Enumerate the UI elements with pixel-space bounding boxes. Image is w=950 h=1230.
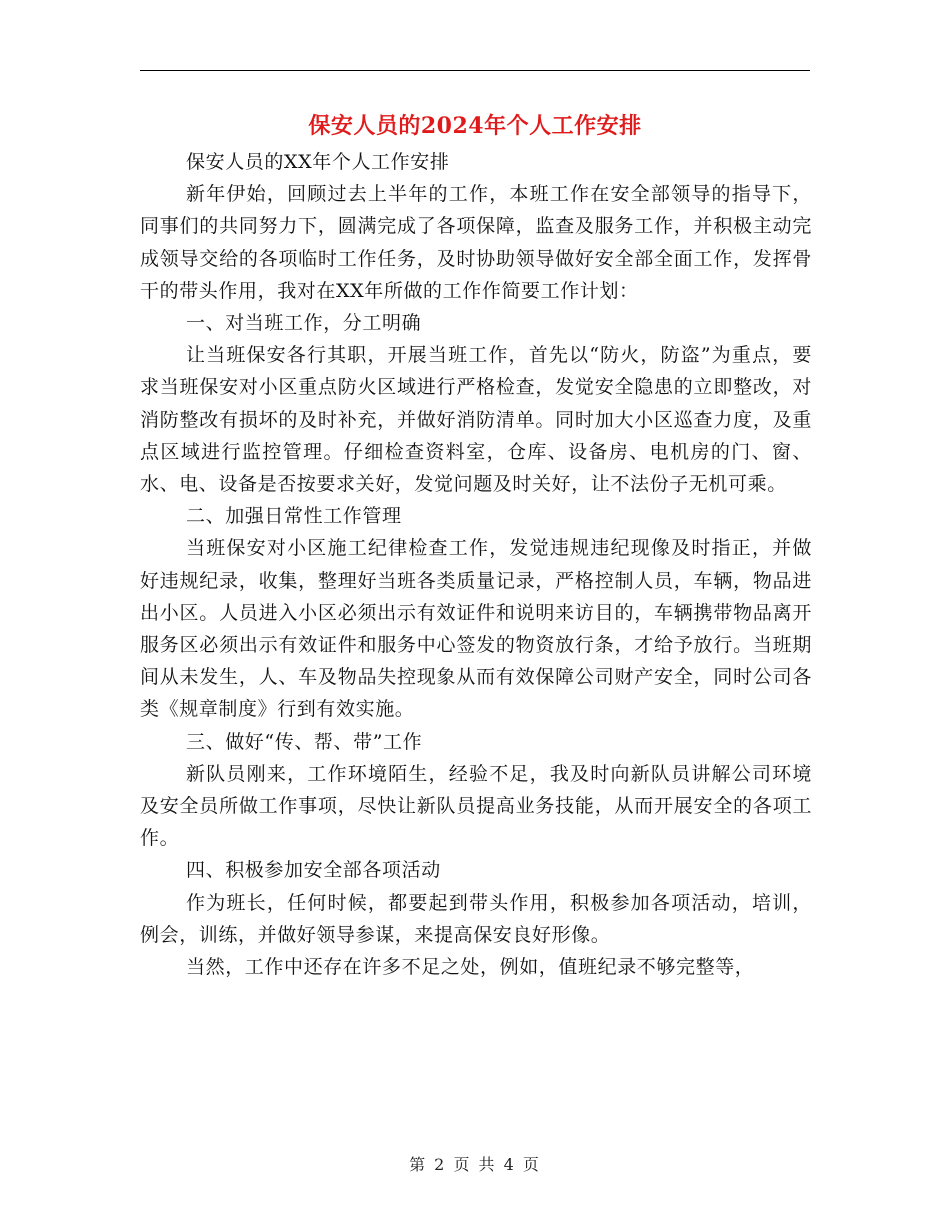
page-number-footer: 第 2 页 共 4 页 (409, 1155, 541, 1174)
doc-subtitle-paragraph: 保安人员的XX年个人工作安排 (186, 151, 450, 173)
section-body-3: 新队员刚来，工作环境陌生，经验不足，我及时向新队员讲解公司环境及安全员所做工作事项，尽快让新队员提高业务技能，从而开展安全的各项工作。 (140, 762, 812, 850)
section-heading-2: 二、加强日常性工作管理 (186, 505, 402, 528)
section-body-2: 当班保安对小区施工纪律检查工作，发觉违规违纪现像及时指正，并做好违规纪录，收集，整理好当班各类质量记录，严格控制人员，车辆，物品进出小区。人员进入小区必须出示有效证件和说明来访目的，车辆携带物品离开服务区必须出示有效证件和服务中心签发的物资放行条，才给予放行。当班期间从未发生，人、车及物品失控现象从而有效保障公司财产安全，同时公司各类《规章制度》行到有效实施。 (140, 537, 812, 721)
intro-paragraph: 新年伊始，回顾过去上半年的工作，本班工作在安全部领导的指导下，同事们的共同努力下，圆满完成了各项保障，监查及服务工作，并积极主动完成领导交给的各项临时工作任务，及时协助领导做好安全部全面工作，发挥骨干的带头作用，我对在XX年所做的工作作简要工作计划： (140, 183, 812, 302)
closing-paragraph: 当然，工作中还存在许多不足之处，例如，值班纪录不够完整等， (186, 956, 755, 979)
document-title: 保安人员的2024年个人工作安排 (308, 113, 642, 139)
document-body (140, 146, 812, 983)
section-heading-1: 一、对当班工作，分工明确 (186, 312, 422, 335)
section-body-1: 让当班保安各行其职，开展当班工作，首先以“防火，防盗”为重点，要求当班保安对小区重点防火区域进行严格检查，发觉安全隐患的立即整改，对消防整改有损坏的及时补充，并做好消防清单。同时加大小区巡查力度，及重点区域进行监控管理。仔细检查资料室，仓库、设备房、电机房的门、窗、水、电、设备是否按要求关好，发觉问题及时关好，让不法份子无机可乘。 (140, 344, 812, 496)
header-rule (140, 70, 810, 71)
section-heading-3: 三、做好“传、帮、带”工作 (186, 730, 423, 753)
section-body-4: 作为班长，任何时候，都要起到带头作用，积极参加各项活动，培训，例会，训练，并做好领导参谋，来提高保安良好形像。 (140, 891, 812, 946)
section-heading-4: 四、积极参加安全部各项活动 (186, 859, 441, 882)
